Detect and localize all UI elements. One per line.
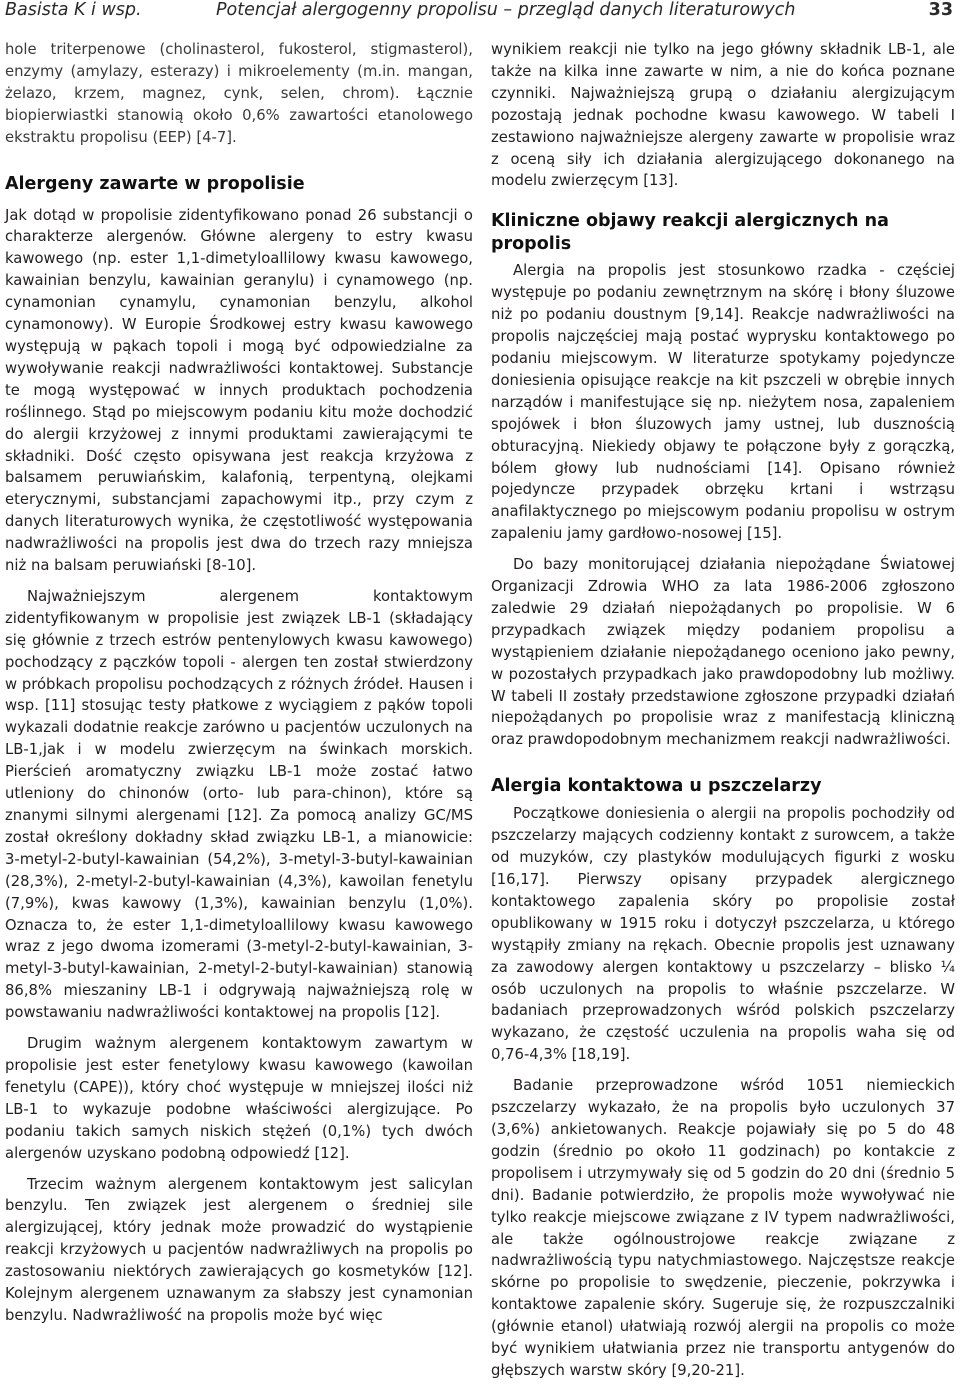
section-heading-clinical: Kliniczne objawy reakcji alergicznych na propolis	[491, 211, 889, 255]
header-authors: Basista K i wsp.	[5, 0, 142, 20]
paragraph: Alergia na propolis jest stosunkowo rzadka - częściej występuje po podaniu zewnętrznym na skórę i błony śluzowe niż po podaniu doustnym [9,14]. Reakcje nadwrażliwości na propolis najczęściej mają postać wyprysku kontaktowego po podaniu miejscowym. W literaturze spotykamy pojedyncze doniesienia opisujące reakcje na kit pszczeli w obrębie innych narządów i manifestujące się np. nieżytem nosa, zapaleniem spojówek i błon śluzowych jamy ustnej, lub dusznością obturacyjną. Niekiedy objawy te połączone były z gorączką, bólem głowy lub nudnościami [14]. Opisano również pojedyncze przypadek obrzęku krtani i wstrząsu anafilaktycznego po miejscowym podaniu propolisu w ostrym zapaleniu jamy gardłowo-nosowej [15].	[491, 262, 955, 543]
paragraph: Początkowe doniesienia o alergii na propolis pochodziły od pszczelarzy mających codzienny kontakt z surowcem, a także od muzyków, czy plastyków modulujących figurki z wosku [16,17]. Pierwszy opisany przypadek alergicznego kontaktowego zapalenia skóry po propolisie został opublikowany w 1915 roku i dotyczył pszczelarza, u którego wystąpiły zmiany na rękach. Obecnie propolis jest uznawany za zawodowy alergen kontaktowy u pszczelarzy – blisko ¼ osób uczulonych na propolis to właśnie pszczelarze. W badaniach przeprowadzonych wśród polskich pszczelarzy wykazano, że częstość uczulenia na propolis waha się od 0,76-4,3% [18,19].	[491, 805, 955, 1064]
paragraph: Trzecim ważnym alergenem kontaktowym jest salicylan benzylu. Ten związek jest alergenem o średniej sile alergizującej, który jednak może prowadzić do wystąpienie reakcji krzyżowych u pacjentów nadwrażliwych na propolis po zastosowaniu niektórych zawierających go kosmetyków [12]. Kolejnym alergenem uznawanym za słabszy jest cynamonian benzylu. Nadwrażliwość na propolis może być więc	[5, 1175, 473, 1324]
paragraph: Jak dotąd w propolisie zidentyfikowano ponad 26 substancji o charakterze alergenów. Główne alergeny to estry kwasu kawowego (np. ester 1,1-dimetyloallilowy kwasu kawowego, kawainian benzylu, kawainian geranylu) i cynamowego (np. cynamonian cynamylu, cynamonian benzylu, alkohol cynamonowy). W Europie Środkowej estry kwasu kawowego występują w pąkach topoli i mogą być odpowiedzialne za wywoływanie reakcji nadwrażliwości kontaktowej. Substancje te mogą występować w innych produktach pochodzenia roślinnego. Stąd po miejscowym podaniu kitu może dochodzić do alergii krzyżowej z innymi produktami zawierającymi te składniki. Dość często opisywana jest reakcja krzyżowa z balsamem peruwiańskim, kalafonią, terpentyną, olejkami eterycznymi, substancjami zapachowymi itp., przy czym z danych literaturowych wynika, że częstotliwość występowania nadwrażliwości na propolis jest dwa do trzech razy mniejsza niż na balsam peruwiański [8-10].	[5, 206, 473, 575]
paragraph: Badanie przeprowadzone wśród 1051 niemieckich pszczelarzy wykazało, że na propolis było uczulonych 37 (3,6%) ankietowanych. Reakcje pojawiały się po 5 do 48 godzin (średnio po około 11 godzinach) po kontakcie z propolisem i utrzymywały się od 5 godzin do 20 dni (średnio 5 dni). Badanie potwierdziło, że propolis może wywoływać nie tylko reakcje miejscowe związane z IV typem nadwrażliwości, ale także ogólnoustrojowe reakcje związane z nadwrażliwością typu natychmiastowego. Najczęstsze reakcje skórne po propolisie to swędzenie, pieczenie, pokrzywka i kontaktowe zapalenie skóry. Sugeruje się, że rozpuszczalniki (głównie etanol) ułatwiają rozwój alergii na propolis co może być wynikiem ułatwiania przez nie transportu antygenów do głębszych warstw skóry [9,20-21].	[491, 1077, 955, 1379]
page-number: 33	[928, 0, 953, 20]
section-heading-beekeepers: Alergia kontaktowa u pszczelarzy	[491, 776, 822, 797]
section-heading-allergens: Alergeny zawarte w propolisie	[5, 173, 305, 194]
running-header	[0, 0, 960, 28]
header-title: Potencjał alergogenny propolisu – przegląd danych literaturowych	[216, 0, 796, 20]
right-column	[491, 39, 955, 1382]
left-column	[5, 39, 473, 1327]
paragraph: Drugim ważnym alergenem kontaktowym zawartym w propolisie jest ester fenetylowy kwasu kawowego (kawoilan fenetylu (CAPE)), który choć występuje w mniejszej ilości niż LB-1 to wykazuje podobne właściwości alergizujące. Po podaniu takich samych niskich stężeń (0,1%) tych dwóch alergenów uzyskano podobną odpowiedź [12].	[5, 1035, 473, 1162]
continued-paragraph: hole triterpenowe (cholinasterol, fukosterol, stigmasterol), enzymy (amylazy, esterazy) i mikroelementy (m.in. mangan, żelazo, krzem, magnez, cynk, selen, chrom). Łącznie biopierwiastki stanowią około 0,6% zawartości etanolowego ekstraktu propolisu (EEP) [4-7].	[5, 41, 473, 146]
paragraph: Do bazy monitorującej działania niepożądane Światowej Organizacji Zdrowia WHO za lata 1986-2006 zgłoszono zaledwie 29 działań niepożądanych po propolisie. W 6 przypadkach związek między podaniem propolisu a wystąpieniem działanie niepożądanego oceniono jako pewny, w pozostałych przypadkach jako prawdopodobny lub możliwy. W tabeli II zostały przedstawione zgłoszone przypadki działań niepożądanych po propolisie wraz z manifestacją kliniczną oraz prawdopodobnym mechanizmem reakcji nadwrażliwości.	[491, 556, 955, 749]
paragraph: Najważniejszym alergenem kontaktowym zidentyfikowanym w propolisie jest związek LB-1 (składający się głównie z trzech estrów pentenylowych kwasu kawowego) pochodzący z pączków topoli - alergen ten został stwierdzony w próbkach propolisu pochodzących z różnych źródeł. Hausen i wsp. [11] stosując testy płatkowe z wyciągiem z pąków topoli wykazali dodatnie reakcje zarówno u pacjentów uczulonych na LB-1,jak i w modelu zwierzęcym na świnkach morskich. Pierścień aromatyczny związku LB-1 może zostać łatwo utleniony do chinonów (orto- lub para-chinon), które są znanymi silnymi alergenami [12]. Za pomocą analizy GC/MS został określony dokładny skład związku LB-1, a mianowicie: 3-metyl-2-butyl-kawainian (54,2%), 3-metyl-3-butyl-kawainian (28,3%), 2-metyl-2-butyl-kawainian (4,3%), kawoilan fenetylu (7,9%), kwas kawowy (1,3%), kawainian benzylu (1,0%). Oznacza to, że ester 1,1-dimetyloallilowy kwasu kawowego wraz z jego dwoma izomerami (3-metyl-2-butyl-kawainian, 3-metyl-3-butyl-kawainian, 2-metyl-2-butyl-kawainian) stanowią 86,8% mieszaniny LB-1 i odgrywają najważniejszą rolę w powstawaniu nadwrażliwości kontaktowej na propolis [12].	[5, 587, 473, 1022]
continued-paragraph: wynikiem reakcji nie tylko na jego główny składnik LB-1, ale także na kilka inne zawarte w nim, a nie do końca poznane czynniki. Najważniejszą grupą o działaniu alergizującym pozostają jednak pochodne kwasu kawowego. W tabeli I zestawiono najważniejsze alergeny zawarte w propolisie wraz z oceną siły ich działania alergizującego dokonanego na modelu zwierzęcym [13].	[491, 41, 955, 190]
